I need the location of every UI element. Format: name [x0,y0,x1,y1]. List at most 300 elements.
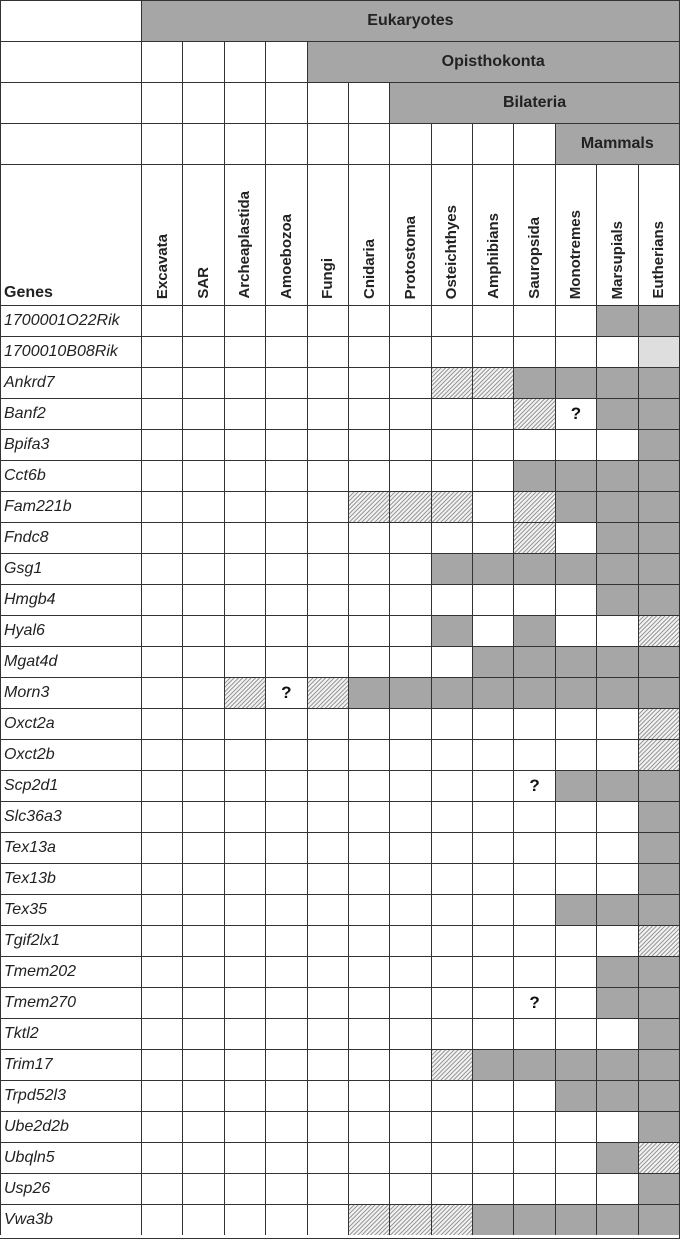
header-blank-cell [265,41,306,82]
header-corner-cell [0,0,141,41]
taxon-header [307,164,348,305]
empty-cell [513,584,554,615]
taxon-header [638,164,679,305]
empty-cell [389,398,430,429]
empty-cell [224,1049,265,1080]
empty-cell [141,429,182,460]
empty-cell [513,708,554,739]
empty-cell [472,1080,513,1111]
empty-cell [431,336,472,367]
empty-cell [224,305,265,336]
empty-cell [307,522,348,553]
empty-cell [431,925,472,956]
empty-cell [472,398,513,429]
present-cell [638,1080,679,1111]
empty-cell [472,1142,513,1173]
empty-cell [513,894,554,925]
empty-cell [182,677,223,708]
empty-cell [182,553,223,584]
empty-cell [555,336,596,367]
empty-cell [348,1080,389,1111]
header-blank-cell [141,82,182,123]
empty-cell [182,429,223,460]
empty-cell [182,398,223,429]
empty-cell [348,1018,389,1049]
present-cell [472,1049,513,1080]
gene-name-cell: Cct6b [0,460,141,491]
present-cell [431,615,472,646]
empty-cell [307,863,348,894]
empty-cell [265,1049,306,1080]
empty-cell [182,367,223,398]
present-cell [596,522,637,553]
present-cell [596,460,637,491]
header-blank-cell [431,123,472,164]
present-cell [638,460,679,491]
header-blank-cell [141,41,182,82]
empty-cell [224,584,265,615]
empty-cell [513,832,554,863]
empty-cell [472,770,513,801]
gene-name-cell: Tmem270 [0,987,141,1018]
header-blank-cell [513,123,554,164]
empty-cell [307,1018,348,1049]
hatched-cell [638,1142,679,1173]
empty-cell [182,1173,223,1204]
present-cell [513,1204,554,1235]
taxon-label: Eutherians [650,221,668,299]
empty-cell [389,367,430,398]
empty-cell [472,863,513,894]
empty-cell [265,894,306,925]
present-cell [596,1049,637,1080]
empty-cell [431,398,472,429]
unknown-cell: ? [555,398,596,429]
empty-cell [513,925,554,956]
empty-cell [182,987,223,1018]
empty-cell [141,1173,182,1204]
empty-cell [224,708,265,739]
empty-cell [307,770,348,801]
taxon-header [182,164,223,305]
empty-cell [348,460,389,491]
present-cell [555,677,596,708]
empty-cell [307,1142,348,1173]
empty-cell [596,336,637,367]
empty-cell [513,429,554,460]
empty-cell [182,863,223,894]
empty-cell [182,801,223,832]
empty-cell [307,1080,348,1111]
present-cell [555,770,596,801]
opisthokonta-band: Opisthokonta [307,41,679,82]
empty-cell [431,708,472,739]
present-cell [555,491,596,522]
present-cell [638,987,679,1018]
header-blank-cell [307,123,348,164]
empty-cell [555,708,596,739]
empty-cell [389,615,430,646]
empty-cell [265,584,306,615]
empty-cell [431,305,472,336]
gene-name-cell: Fndc8 [0,522,141,553]
empty-cell [472,491,513,522]
empty-cell [472,987,513,1018]
empty-cell [307,832,348,863]
empty-cell [513,1173,554,1204]
empty-cell [389,739,430,770]
present-cell [638,956,679,987]
header-blank-cell [0,41,141,82]
taxon-label: Sauropsida [526,217,544,299]
empty-cell [555,1142,596,1173]
empty-cell [141,832,182,863]
empty-cell [348,584,389,615]
empty-cell [431,987,472,1018]
header-blank-cell [182,82,223,123]
empty-cell [555,1111,596,1142]
empty-cell [307,956,348,987]
empty-cell [348,336,389,367]
empty-cell [141,894,182,925]
empty-cell [182,460,223,491]
taxon-label: Amoebozoa [277,213,295,299]
empty-cell [265,956,306,987]
empty-cell [472,1173,513,1204]
empty-cell [265,305,306,336]
empty-cell [224,336,265,367]
present-cell [638,553,679,584]
empty-cell [307,801,348,832]
empty-cell [472,1111,513,1142]
empty-cell [265,863,306,894]
empty-cell [596,1173,637,1204]
present-cell [596,553,637,584]
empty-cell [224,429,265,460]
empty-cell [431,956,472,987]
header-blank-cell [224,41,265,82]
present-cell [555,553,596,584]
present-cell [389,677,430,708]
empty-cell [389,708,430,739]
present-cell [638,398,679,429]
gene-name-cell: Hmgb4 [0,584,141,615]
empty-cell [224,925,265,956]
empty-cell [596,1111,637,1142]
hatched-cell [348,491,389,522]
empty-cell [141,1142,182,1173]
empty-cell [141,801,182,832]
empty-cell [472,305,513,336]
gene-name-cell: Usp26 [0,1173,141,1204]
gene-name-cell: Vwa3b [0,1204,141,1235]
gene-name-cell: Bpifa3 [0,429,141,460]
empty-cell [431,770,472,801]
empty-cell [307,615,348,646]
empty-cell [513,863,554,894]
empty-cell [182,522,223,553]
hatched-cell [472,367,513,398]
empty-cell [348,646,389,677]
gene-name-cell: Tex35 [0,894,141,925]
empty-cell [431,801,472,832]
present-cell [555,460,596,491]
empty-cell [596,925,637,956]
hatched-cell [513,522,554,553]
unknown-cell: ? [265,677,306,708]
empty-cell [224,1204,265,1235]
empty-cell [596,863,637,894]
taxon-header [141,164,182,305]
gene-name-cell: Trpd52l3 [0,1080,141,1111]
gene-name-cell: Ubqln5 [0,1142,141,1173]
empty-cell [265,925,306,956]
empty-cell [307,646,348,677]
empty-cell [265,1173,306,1204]
empty-cell [389,894,430,925]
empty-cell [389,1173,430,1204]
taxon-label: Fungi [319,258,337,299]
empty-cell [472,894,513,925]
present-cell [638,1173,679,1204]
taxon-header [431,164,472,305]
empty-cell [265,429,306,460]
empty-cell [596,801,637,832]
empty-cell [224,367,265,398]
empty-cell [307,1049,348,1080]
gene-name-cell: Slc36a3 [0,801,141,832]
empty-cell [472,1018,513,1049]
taxon-label: Archeaplastida [236,191,254,299]
empty-cell [596,1018,637,1049]
gene-name-cell: Tmem202 [0,956,141,987]
empty-cell [513,739,554,770]
present-cell [431,677,472,708]
empty-cell [224,1111,265,1142]
header-blank-cell [389,123,430,164]
hatched-cell [348,1204,389,1235]
gene-name-cell: Tex13a [0,832,141,863]
taxon-label: Marsupials [608,220,626,299]
empty-cell [555,522,596,553]
empty-cell [307,894,348,925]
empty-cell [307,460,348,491]
gene-name-cell: Ankrd7 [0,367,141,398]
present-cell [555,646,596,677]
present-cell [513,1049,554,1080]
empty-cell [182,739,223,770]
empty-cell [307,305,348,336]
empty-cell [348,522,389,553]
empty-cell [182,584,223,615]
present-cell [513,460,554,491]
empty-cell [513,305,554,336]
empty-cell [182,491,223,522]
empty-cell [307,1111,348,1142]
empty-cell [224,987,265,1018]
empty-cell [348,1111,389,1142]
empty-cell [555,1173,596,1204]
empty-cell [307,739,348,770]
present-cell [555,894,596,925]
empty-cell [555,584,596,615]
empty-cell [307,925,348,956]
present-cell [638,1204,679,1235]
present-cell [513,677,554,708]
present-cell [348,677,389,708]
empty-cell [513,801,554,832]
empty-cell [224,522,265,553]
empty-cell [389,925,430,956]
gene-name-cell: Oxct2b [0,739,141,770]
present-cell [596,987,637,1018]
empty-cell [224,770,265,801]
empty-cell [224,553,265,584]
empty-cell [348,367,389,398]
empty-cell [182,925,223,956]
empty-cell [307,429,348,460]
empty-cell [224,832,265,863]
empty-cell [472,832,513,863]
hatched-cell [307,677,348,708]
hatched-cell [431,1204,472,1235]
taxon-label: Osteichthyes [443,204,461,299]
empty-cell [555,615,596,646]
empty-cell [224,1173,265,1204]
empty-cell [348,1142,389,1173]
empty-cell [141,1204,182,1235]
empty-cell [431,1142,472,1173]
taxon-header [555,164,596,305]
empty-cell [182,1080,223,1111]
empty-cell [348,894,389,925]
empty-cell [224,801,265,832]
empty-cell [348,708,389,739]
empty-cell [307,584,348,615]
empty-cell [348,801,389,832]
empty-cell [141,367,182,398]
header-blank-cell [265,123,306,164]
empty-cell [389,336,430,367]
header-blank-cell [224,123,265,164]
hatched-cell [513,398,554,429]
empty-cell [141,739,182,770]
empty-cell [389,522,430,553]
empty-cell [307,491,348,522]
hatched-cell [389,1204,430,1235]
empty-cell [555,801,596,832]
empty-cell [141,1080,182,1111]
empty-cell [307,1204,348,1235]
empty-cell [224,646,265,677]
empty-cell [141,708,182,739]
taxon-label: Monotremes [567,209,585,299]
header-blank-cell [182,123,223,164]
hatched-cell [389,491,430,522]
empty-cell [431,646,472,677]
mammals-band: Mammals [555,123,679,164]
header-blank-cell [224,82,265,123]
hatched-cell [513,491,554,522]
empty-cell [265,708,306,739]
empty-cell [307,398,348,429]
header-blank-cell [472,123,513,164]
empty-cell [513,336,554,367]
present-cell [555,367,596,398]
empty-cell [389,1018,430,1049]
empty-cell [555,956,596,987]
empty-cell [348,615,389,646]
empty-cell [265,491,306,522]
empty-cell [141,925,182,956]
empty-cell [555,429,596,460]
gene-name-cell: Hyal6 [0,615,141,646]
empty-cell [431,894,472,925]
hatched-cell [431,1049,472,1080]
empty-cell [224,1018,265,1049]
empty-cell [224,1080,265,1111]
empty-cell [265,801,306,832]
empty-cell [472,522,513,553]
unknown-cell: ? [513,987,554,1018]
present-cell [638,367,679,398]
empty-cell [224,863,265,894]
header-blank-cell [348,123,389,164]
gene-name-cell: Oxct2a [0,708,141,739]
present-cell [596,646,637,677]
gene-name-cell: Ube2d2b [0,1111,141,1142]
empty-cell [224,491,265,522]
present-cell [638,863,679,894]
taxon-label: Cnidaria [360,238,378,299]
empty-cell [389,1049,430,1080]
header-blank-cell [307,82,348,123]
empty-cell [224,615,265,646]
empty-cell [182,832,223,863]
empty-cell [389,305,430,336]
empty-cell [431,522,472,553]
empty-cell [348,305,389,336]
gene-name-cell: Gsg1 [0,553,141,584]
present-cell [596,1080,637,1111]
taxon-header [348,164,389,305]
empty-cell [141,956,182,987]
empty-cell [555,739,596,770]
header-blank-cell [0,82,141,123]
empty-cell [182,894,223,925]
gene-name-cell: 1700010B08Rik [0,336,141,367]
empty-cell [348,429,389,460]
taxon-label: Amphibians [484,213,502,299]
empty-cell [265,987,306,1018]
empty-cell [182,1204,223,1235]
present-cell [596,677,637,708]
empty-cell [472,460,513,491]
present-cell [596,770,637,801]
present-cell [638,305,679,336]
empty-cell [182,770,223,801]
present-cell [555,1080,596,1111]
present-cell [472,1204,513,1235]
empty-cell [182,305,223,336]
present-cell [638,770,679,801]
empty-cell [141,1111,182,1142]
empty-cell [431,1080,472,1111]
header-blank-cell [141,123,182,164]
empty-cell [472,615,513,646]
empty-cell [265,739,306,770]
empty-cell [141,522,182,553]
